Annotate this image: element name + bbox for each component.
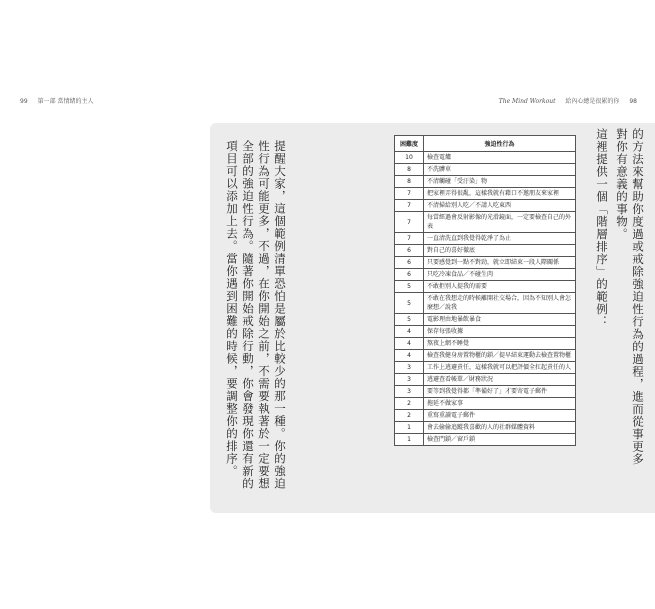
degree-cell: 4	[395, 350, 424, 362]
action-cell: 逃避查看帳單／財務狀況	[424, 374, 576, 386]
action-cell: 會去偷偷追蹤我喜歡的人的社群媒體資料	[424, 422, 576, 434]
degree-cell: 7	[395, 200, 424, 212]
left-text-column	[220, 140, 288, 500]
table-row	[395, 410, 576, 422]
degree-cell: 3	[395, 386, 424, 398]
degree-cell: 1	[395, 422, 424, 434]
action-cell: 只吃冷凍食品／不碰生肉	[424, 269, 576, 281]
table-row	[395, 314, 576, 326]
action-cell: 只要感覺到一點不對勁，就立即結束一段人際關係	[424, 257, 576, 269]
action-cell: 電影理由地暴飲暴食	[424, 314, 576, 326]
table-row	[395, 434, 576, 446]
header-right	[491, 96, 637, 105]
action-cell: 把家裡弄得很亂，這樣我就有藉口不邀朋友來家裡	[424, 188, 576, 200]
degree-cell: 2	[395, 410, 424, 422]
action-cell: 檢查我健身房置物櫃的鎖／提早結束運動去檢查置物櫃	[424, 350, 576, 362]
action-cell: 熬夜上網不睡覺	[424, 338, 576, 350]
degree-cell: 5	[395, 314, 424, 326]
table-row	[395, 422, 576, 434]
table-row	[395, 233, 576, 245]
table-row	[395, 281, 576, 293]
table-row	[395, 212, 576, 233]
table-row	[395, 245, 576, 257]
action-cell: 拖延不做家事	[424, 398, 576, 410]
degree-cell: 7	[395, 233, 424, 245]
table-row	[395, 326, 576, 338]
degree-cell: 4	[395, 338, 424, 350]
hierarchy-table	[394, 135, 576, 446]
action-cell: 不敢在我想走的時候離開社交場合，因為不知別人會怎麼想／說我	[424, 293, 576, 314]
book-title: The Mind Workout	[498, 98, 556, 105]
degree-cell: 7	[395, 188, 424, 200]
header-action: 強迫性行為	[424, 136, 576, 152]
action-cell: 對自己的喜好徹底	[424, 245, 576, 257]
right-text-column	[590, 128, 646, 468]
action-cell: 檢查門鎖／窗戶鎖	[424, 434, 576, 446]
action-cell: 工作上逃避責任，這樣我就可以把評價全扛起責任的人	[424, 362, 576, 374]
table-row	[395, 374, 576, 386]
table-row	[395, 152, 576, 164]
degree-cell: 6	[395, 269, 424, 281]
table-header-row	[395, 136, 576, 152]
table-row	[395, 338, 576, 350]
degree-cell: 10	[395, 152, 424, 164]
table-row	[395, 398, 576, 410]
degree-cell: 1	[395, 434, 424, 446]
table-row	[395, 164, 576, 176]
action-cell: 檢查電爐	[424, 152, 576, 164]
action-cell: 一直清洗直到我覺得乾淨了為止	[424, 233, 576, 245]
action-cell: 不洗髒車	[424, 164, 576, 176]
degree-cell: 7	[395, 212, 424, 233]
section-title: 第一部 當情緒的主人	[37, 98, 94, 105]
table-row	[395, 386, 576, 398]
book-subtitle: 給內心總是很累的你	[565, 98, 620, 105]
degree-cell: 5	[395, 281, 424, 293]
table-row	[395, 200, 576, 212]
degree-cell: 2	[395, 398, 424, 410]
degree-cell: 6	[395, 245, 424, 257]
table-row	[395, 350, 576, 362]
right-paragraph-2: 這裡提供一個「階層排序」的範例：	[595, 128, 609, 328]
action-cell: 不清觸碰「受汙染」物	[424, 176, 576, 188]
right-paragraph-1: 的方法來幫助你度過或戒除強迫性行為的過程，進而從事更多對你有意義的事物。	[615, 128, 645, 466]
action-cell: 重寫重讀電子郵件	[424, 410, 576, 422]
action-cell: 不清掃給別人吃／不請人吃東西	[424, 200, 576, 212]
degree-cell: 8	[395, 164, 424, 176]
page-number-left: 99	[20, 98, 28, 105]
table-row	[395, 362, 576, 374]
degree-cell: 3	[395, 362, 424, 374]
table-row	[395, 188, 576, 200]
action-cell: 保存每張收據	[424, 326, 576, 338]
degree-cell: 3	[395, 374, 424, 386]
degree-cell: 4	[395, 326, 424, 338]
degree-cell: 8	[395, 176, 424, 188]
action-cell: 要等到我覺得都「準備好了」才要寄電子郵件	[424, 386, 576, 398]
action-cell: 每當經過會反射影像的光滑鏡面，一定要檢查自己的外表	[424, 212, 576, 233]
degree-cell: 5	[395, 293, 424, 314]
page-number-right: 98	[629, 98, 637, 105]
header-degree: 困難度	[395, 136, 424, 152]
left-paragraph: 提醒大家，這個範例清單恐怕是屬於比較少的那一種。你的強迫性行為可能更多，不過，在你開始之前，不需要執著於一定要想全部的強迫性行為。隨著你開始戒除行動，你會發現你還有新的項目可以添加上去。當你遇到困難的時候，要調整你的排序。	[225, 140, 287, 490]
degree-cell: 6	[395, 257, 424, 269]
action-cell: 不敢拒別人提我的需要	[424, 281, 576, 293]
table-row	[395, 176, 576, 188]
table-row	[395, 293, 576, 314]
header-left	[20, 96, 101, 105]
table-row	[395, 257, 576, 269]
table-row	[395, 269, 576, 281]
